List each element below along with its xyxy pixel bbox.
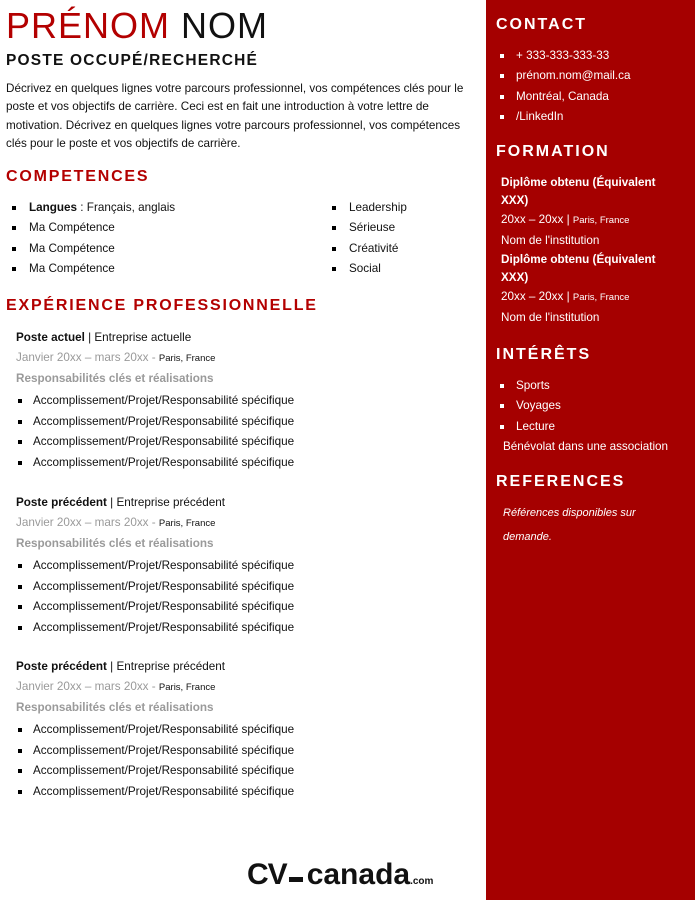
job-dates [16, 348, 476, 369]
job-dates [16, 677, 476, 698]
interests-list [498, 376, 561, 437]
list-item: Accomplissement/Projet/Responsabilité spécifique [16, 782, 476, 803]
job-sep: | [84, 331, 95, 344]
institution: Nom de l'institution [501, 234, 600, 247]
sidebar [486, 0, 695, 900]
list-item: Ma Compétence [10, 239, 175, 259]
degree-years [501, 210, 681, 231]
languages-label: Langues [29, 201, 78, 214]
job-items [16, 720, 476, 802]
position-title: POSTE OCCUPÉ/RECHERCHÉ [6, 52, 259, 69]
job-entry [16, 328, 476, 473]
list-item: Accomplissement/Projet/Responsabilité spécifique [16, 391, 476, 412]
list-item: Accomplissement/Projet/Responsabilité spécifique [16, 432, 476, 453]
full-name [6, 4, 268, 48]
contact-list [498, 46, 631, 127]
job-title [16, 328, 476, 348]
list-item: Créativité [330, 239, 407, 259]
degree: Diplôme obtenu (Équivalent XXX) [501, 253, 656, 284]
logo-canada: canada [306, 858, 411, 891]
degree-year-range: 20xx – 20xx | [501, 213, 573, 226]
job-entry [16, 657, 476, 802]
contact-linkedin: /LinkedIn [498, 107, 631, 127]
contact-email: prénom.nom@mail.ca [498, 66, 631, 86]
job-date-range: Janvier 20xx – mars 20xx - [16, 516, 159, 529]
job-role: Poste précédent [16, 496, 107, 509]
job-sep: | [106, 496, 117, 509]
list-item: Voyages [498, 396, 561, 416]
job-role: Poste actuel [16, 331, 85, 344]
job-resp-title: Responsabilités clés et réalisations [16, 372, 214, 385]
job-sep: | [106, 660, 117, 673]
list-item: Accomplissement/Projet/Responsabilité spécifique [16, 453, 476, 474]
competences-list-left [10, 198, 175, 279]
languages-value: : Français, anglais [77, 201, 176, 214]
job-date-range: Janvier 20xx – mars 20xx - [16, 351, 159, 364]
job-title [16, 493, 476, 513]
list-item: Ma Compétence [10, 259, 175, 279]
last-name: NOM [181, 5, 269, 46]
references-text: Références disponibles sur demande. [503, 507, 636, 543]
contact-phone: + 333-333-333-33 [498, 46, 631, 66]
list-item: Accomplissement/Projet/Responsabilité spécifique [16, 720, 476, 741]
job-resp-title: Responsabilités clés et réalisations [16, 701, 214, 714]
logo-com: .com [410, 876, 434, 887]
interests-heading: INTÉRÊTS [496, 346, 592, 363]
job-role: Poste précédent [16, 660, 107, 673]
list-item: Leadership [330, 198, 407, 218]
degree-years [501, 287, 681, 308]
contact-heading: CONTACT [496, 16, 588, 33]
cv-canada-logo [247, 858, 433, 898]
list-item: Sports [498, 376, 561, 396]
job-company: Entreprise actuelle [94, 331, 192, 344]
list-item: Accomplissement/Projet/Responsabilité spécifique [16, 412, 476, 433]
job-items [16, 391, 476, 473]
list-item: Accomplissement/Projet/Responsabilité spécifique [16, 741, 476, 762]
job-company: Entreprise précédent [116, 496, 225, 509]
list-item: Accomplissement/Projet/Responsabilité spécifique [16, 618, 476, 639]
experience-heading: EXPÉRIENCE PROFESSIONNELLE [6, 297, 318, 314]
job-location: Paris, France [158, 353, 216, 364]
formation-entries [501, 174, 681, 328]
list-item: Sérieuse [330, 218, 407, 238]
job-dates [16, 513, 476, 534]
first-name: PRÉNOM [6, 5, 171, 46]
intro-paragraph: Décrivez en quelques lignes votre parcours professionnel, vos compétences clés pour le poste et vos objectifs de carrière. Ceci est en fait une introduction à votre lettre de motivation. Décrivez en quelques lignes votre parcours professionnel, vos compétences clés pour le poste et vos objectifs de carrière. [6, 82, 464, 150]
list-item: Accomplissement/Projet/Responsabilité spécifique [16, 556, 476, 577]
list-item: Ma Compétence [10, 218, 175, 238]
degree: Diplôme obtenu (Équivalent XXX) [501, 176, 656, 207]
list-item: Social [330, 259, 407, 279]
degree-location: Paris, France [572, 215, 630, 226]
job-location: Paris, France [158, 682, 216, 693]
references-heading: REFERENCES [496, 473, 626, 490]
list-item: Lecture [498, 417, 561, 437]
competences-list-right [330, 198, 407, 279]
institution: Nom de l'institution [501, 311, 600, 324]
logo-cv: CV [247, 858, 287, 891]
job-location: Paris, France [158, 518, 216, 529]
job-date-range: Janvier 20xx – mars 20xx - [16, 680, 159, 693]
logo-dash [289, 877, 303, 882]
job-entry [16, 493, 476, 638]
list-item [10, 198, 175, 218]
degree-year-range: 20xx – 20xx | [501, 290, 573, 303]
degree-location: Paris, France [572, 292, 630, 303]
job-company: Entreprise précédent [116, 660, 225, 673]
job-resp-title: Responsabilités clés et réalisations [16, 537, 214, 550]
list-item: Accomplissement/Projet/Responsabilité spécifique [16, 577, 476, 598]
competences-heading: COMPETENCES [6, 168, 150, 185]
list-item: Accomplissement/Projet/Responsabilité spécifique [16, 761, 476, 782]
list-item: Accomplissement/Projet/Responsabilité spécifique [16, 597, 476, 618]
job-items [16, 556, 476, 638]
volunteer-text: Bénévolat dans une association [503, 440, 669, 453]
contact-location: Montréal, Canada [498, 87, 631, 107]
job-title [16, 657, 476, 677]
formation-heading: FORMATION [496, 143, 610, 160]
